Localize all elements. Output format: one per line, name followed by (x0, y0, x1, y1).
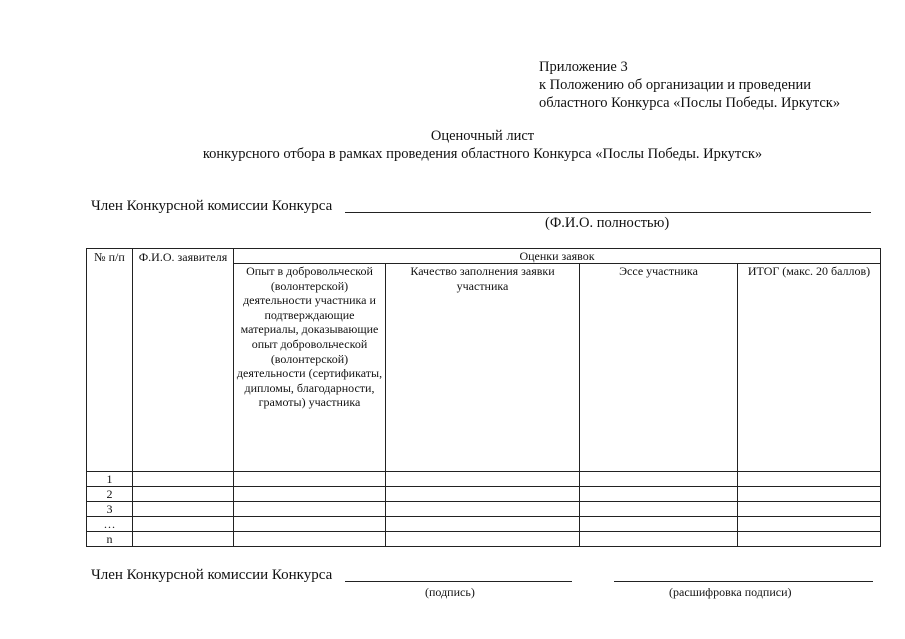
cell-applicant-name[interactable] (133, 472, 234, 487)
header-essay: Эссе участника (580, 264, 738, 472)
cell-applicant-name[interactable] (133, 502, 234, 517)
appendix-number: Приложение 3 (539, 59, 628, 75)
signature-line[interactable] (345, 581, 572, 582)
document-title (0, 127, 905, 163)
row-number: … (87, 517, 133, 532)
cell-total[interactable] (738, 487, 881, 502)
signature-decoding-caption: (расшифровка подписи) (669, 585, 792, 599)
header-evaluations-group: Оценки заявок (234, 249, 881, 264)
header-experience: Опыт в добровольческой (волонтерской) деятельности участника и подтверждающие материалы, доказывающие опыт добровольческой (волонтерской) деятельности (сертификаты, дипломы, благодарности, грамоты) участника (234, 264, 386, 472)
cell-experience[interactable] (234, 487, 386, 502)
cell-application-quality[interactable] (386, 517, 580, 532)
table-row (87, 472, 881, 487)
cell-essay[interactable] (580, 487, 738, 502)
header-applicant-name: Ф.И.О. заявителя (133, 249, 234, 472)
cell-applicant-name[interactable] (133, 517, 234, 532)
table-row (87, 532, 881, 547)
row-number: 1 (87, 472, 133, 487)
cell-experience[interactable] (234, 472, 386, 487)
cell-essay[interactable] (580, 532, 738, 547)
row-number: 2 (87, 487, 133, 502)
appendix-contest-name: областного Конкурса «Послы Победы. Иркутск» (539, 95, 841, 111)
member-label-top: Член Конкурсной комиссии Конкурса (91, 198, 333, 214)
evaluation-table (86, 248, 881, 547)
header-application-quality: Качество заполнения заявки участника (386, 264, 580, 472)
header-number: № п/п (87, 249, 133, 472)
cell-experience[interactable] (234, 532, 386, 547)
cell-application-quality[interactable] (386, 532, 580, 547)
cell-experience[interactable] (234, 517, 386, 532)
signature-decoding-line[interactable] (614, 581, 873, 582)
appendix-reference: к Положению об организации и проведении (539, 77, 812, 93)
cell-total[interactable] (738, 532, 881, 547)
cell-applicant-name[interactable] (133, 487, 234, 502)
title-line-1: Оценочный лист (430, 128, 535, 144)
table-row (87, 502, 881, 517)
cell-experience[interactable] (234, 502, 386, 517)
cell-essay[interactable] (580, 472, 738, 487)
appendix-header (539, 58, 840, 112)
member-label-bottom: Член Конкурсной комиссии Конкурса (91, 567, 333, 583)
cell-essay[interactable] (580, 517, 738, 532)
title-line-2: конкурсного отбора в рамках проведения областного Конкурса «Послы Победы. Иркутск» (202, 146, 763, 162)
cell-application-quality[interactable] (386, 502, 580, 517)
cell-application-quality[interactable] (386, 487, 580, 502)
cell-application-quality[interactable] (386, 472, 580, 487)
table-header-row-1 (87, 249, 881, 264)
signature-caption: (подпись) (425, 585, 475, 599)
member-name-line[interactable] (345, 212, 871, 213)
row-number: 3 (87, 502, 133, 517)
cell-total[interactable] (738, 472, 881, 487)
cell-total[interactable] (738, 517, 881, 532)
cell-essay[interactable] (580, 502, 738, 517)
member-name-caption: (Ф.И.О. полностью) (545, 215, 670, 231)
table-row (87, 517, 881, 532)
cell-total[interactable] (738, 502, 881, 517)
row-number: n (87, 532, 133, 547)
header-total: ИТОГ (макс. 20 баллов) (738, 264, 881, 472)
cell-applicant-name[interactable] (133, 532, 234, 547)
table-row (87, 487, 881, 502)
